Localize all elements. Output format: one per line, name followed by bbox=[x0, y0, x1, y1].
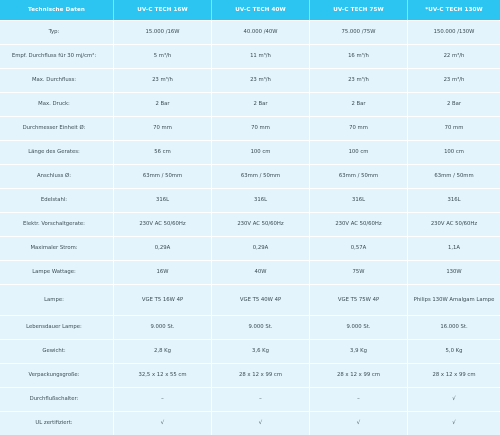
table-cell: 40.000 /40W bbox=[212, 20, 310, 44]
row-label: Durchmesser Einheit Ø: bbox=[0, 116, 114, 140]
table-cell: 2 Bar bbox=[212, 92, 310, 116]
table-cell: VGE T5 75W 4P bbox=[310, 284, 408, 315]
row-label: Lampe: bbox=[0, 284, 114, 315]
table-cell: – bbox=[310, 387, 408, 411]
table-cell: 40W bbox=[212, 260, 310, 284]
table-cell: 23 m³/h bbox=[408, 68, 500, 92]
table-cell: 230V AC 50/60Hz bbox=[114, 212, 212, 236]
table-row bbox=[0, 260, 500, 284]
table-cell: 63mm / 50mm bbox=[212, 164, 310, 188]
table-cell: 5 m³/h bbox=[114, 44, 212, 68]
table-cell: 75W bbox=[310, 260, 408, 284]
table-row bbox=[0, 20, 500, 44]
row-label: Länge des Gerates: bbox=[0, 140, 114, 164]
table-row bbox=[0, 411, 500, 435]
table-row bbox=[0, 68, 500, 92]
table-cell: 28 x 12 x 99 cm bbox=[408, 363, 500, 387]
table-cell: 56 cm bbox=[114, 140, 212, 164]
table-cell: 316L bbox=[310, 188, 408, 212]
table-cell: 9.000 St. bbox=[114, 315, 212, 339]
table-cell: 3,6 Kg bbox=[212, 339, 310, 363]
table-cell: 9.000 St. bbox=[310, 315, 408, 339]
table-cell: VGE T5 16W 4P bbox=[114, 284, 212, 315]
header-uvc-130w: *UV-C TECH 130W bbox=[408, 0, 500, 20]
table-cell: 5,0 Kg bbox=[408, 339, 500, 363]
table-cell: – bbox=[114, 387, 212, 411]
row-label: Empf. Durchfluss für 30 mj/cm²: bbox=[0, 44, 114, 68]
row-label: Elektr. Vorschaltgerate: bbox=[0, 212, 114, 236]
table-row bbox=[0, 188, 500, 212]
table-cell: 23 m³/h bbox=[310, 68, 408, 92]
table-row bbox=[0, 140, 500, 164]
header-uvc-16w: UV-C TECH 16W bbox=[114, 0, 212, 20]
table-cell: 70 mm bbox=[408, 116, 500, 140]
table-cell: 1,1A bbox=[408, 236, 500, 260]
table-row bbox=[0, 236, 500, 260]
table-cell: √ bbox=[408, 387, 500, 411]
table-cell: 130W bbox=[408, 260, 500, 284]
table-cell: 28 x 12 x 99 cm bbox=[212, 363, 310, 387]
table-row bbox=[0, 212, 500, 236]
table-cell: 230V AC 50/60Hz bbox=[310, 212, 408, 236]
table-row bbox=[0, 284, 500, 315]
table-cell: 2 Bar bbox=[114, 92, 212, 116]
table-cell: 100 cm bbox=[408, 140, 500, 164]
table-row bbox=[0, 363, 500, 387]
table-cell: 2 Bar bbox=[408, 92, 500, 116]
table-cell: 28 x 12 x 99 cm bbox=[310, 363, 408, 387]
table-cell: Philips 130W Amalgam Lampe bbox=[408, 284, 500, 315]
table-cell: 23 m³/h bbox=[212, 68, 310, 92]
row-label: Typ: bbox=[0, 20, 114, 44]
row-label: Anschluss Ø: bbox=[0, 164, 114, 188]
table-row bbox=[0, 92, 500, 116]
table-cell: 11 m³/h bbox=[212, 44, 310, 68]
table-cell: – bbox=[212, 387, 310, 411]
table-cell: 3,9 Kg bbox=[310, 339, 408, 363]
table-cell: 0,57A bbox=[310, 236, 408, 260]
table-cell: 2,8 Kg bbox=[114, 339, 212, 363]
table-cell: 70 mm bbox=[212, 116, 310, 140]
row-label: Verpackungsgroße: bbox=[0, 363, 114, 387]
table-cell: √ bbox=[310, 411, 408, 435]
header-row bbox=[0, 0, 500, 20]
table-cell: 0,29A bbox=[114, 236, 212, 260]
table-cell: 16 m³/h bbox=[310, 44, 408, 68]
table-cell: 316L bbox=[408, 188, 500, 212]
header-uvc-40w: UV-C TECH 40W bbox=[212, 0, 310, 20]
row-label: Gewicht: bbox=[0, 339, 114, 363]
table-row bbox=[0, 387, 500, 411]
table-cell: √ bbox=[408, 411, 500, 435]
row-label: Maximaler Strom: bbox=[0, 236, 114, 260]
table-cell: 150.000 /130W bbox=[408, 20, 500, 44]
table-cell: 316L bbox=[212, 188, 310, 212]
table-cell: 100 cm bbox=[212, 140, 310, 164]
header-technische-daten: Technische Daten bbox=[0, 0, 114, 20]
table-cell: 16.000 St. bbox=[408, 315, 500, 339]
table-cell: VGE T5 40W 4P bbox=[212, 284, 310, 315]
row-label: UL zertifiziert: bbox=[0, 411, 114, 435]
table-cell: 63mm / 50mm bbox=[408, 164, 500, 188]
table-cell: 23 m³/h bbox=[114, 68, 212, 92]
row-label: Lebensdauer Lampe: bbox=[0, 315, 114, 339]
table-cell: 22 m³/h bbox=[408, 44, 500, 68]
table-cell: 316L bbox=[114, 188, 212, 212]
table-row bbox=[0, 315, 500, 339]
table-cell: √ bbox=[114, 411, 212, 435]
table-cell: 0,29A bbox=[212, 236, 310, 260]
table-body bbox=[0, 20, 500, 435]
row-label: Max. Durchfluss: bbox=[0, 68, 114, 92]
table-cell: 15.000 /16W bbox=[114, 20, 212, 44]
row-label: Max. Druck: bbox=[0, 92, 114, 116]
table-cell: 2 Bar bbox=[310, 92, 408, 116]
table-cell: 75.000 /75W bbox=[310, 20, 408, 44]
row-label: Durchflußschalter: bbox=[0, 387, 114, 411]
table-cell: 63mm / 50mm bbox=[310, 164, 408, 188]
table-cell: 70 mm bbox=[310, 116, 408, 140]
table-cell: 16W bbox=[114, 260, 212, 284]
table-cell: 70 mm bbox=[114, 116, 212, 140]
table-row bbox=[0, 116, 500, 140]
table-row bbox=[0, 44, 500, 68]
table-cell: 63mm / 50mm bbox=[114, 164, 212, 188]
table-cell: 32,5 x 12 x 55 cm bbox=[114, 363, 212, 387]
table-header bbox=[0, 0, 500, 20]
table-cell: √ bbox=[212, 411, 310, 435]
row-label: Lampe Wattage: bbox=[0, 260, 114, 284]
table-cell: 230V AC 50/60Hz bbox=[212, 212, 310, 236]
header-uvc-75w: UV-C TECH 75W bbox=[310, 0, 408, 20]
table-cell: 100 cm bbox=[310, 140, 408, 164]
table-row bbox=[0, 164, 500, 188]
table-cell: 9.000 St. bbox=[212, 315, 310, 339]
table-cell: 230V AC 50/60Hz bbox=[408, 212, 500, 236]
table-row bbox=[0, 339, 500, 363]
row-label: Edelstahl: bbox=[0, 188, 114, 212]
